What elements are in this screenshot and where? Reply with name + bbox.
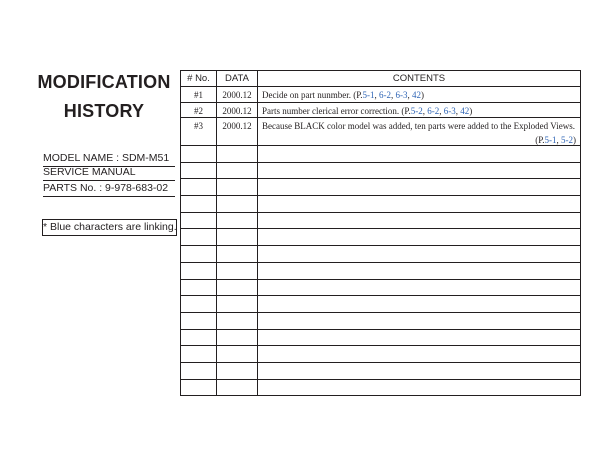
empty-cell [181,346,217,363]
empty-cell [258,296,581,313]
table-row-empty [181,329,581,346]
contents-second-line [262,135,576,145]
header-contents: CONTENTS [258,71,581,87]
page-link[interactable]: 42 [460,105,470,116]
empty-cell [217,279,258,296]
empty-cell [258,362,581,379]
table-row-empty [181,262,581,279]
empty-cell [181,146,217,163]
separator: , [390,90,396,100]
table-row [181,102,581,118]
empty-cell [217,346,258,363]
page-link[interactable]: 5-2 [410,105,423,116]
separator: , [439,105,444,116]
table-row-empty [181,179,581,196]
empty-cell [181,329,217,346]
empty-cell [181,279,217,296]
page-link[interactable]: 5-1 [544,135,557,145]
table-row-empty [181,279,581,296]
contents-text: Parts number clerical error correction. (P. [262,105,411,116]
page-link[interactable]: 6-2 [427,105,440,116]
page-link[interactable]: 42 [411,90,421,100]
empty-cell [258,146,581,163]
row-contents [258,102,581,118]
row-no: #2 [181,102,217,118]
empty-cell [217,329,258,346]
empty-cell [258,329,581,346]
page-link[interactable]: 6-3 [443,105,456,116]
empty-cell [217,229,258,246]
empty-cell [217,262,258,279]
row-date: 2000.12 [217,87,258,103]
header-data: DATA [217,71,258,87]
contents-suffix: ) [573,135,576,145]
row-date: 2000.12 [217,102,258,118]
row-no: #1 [181,87,217,103]
empty-cell [217,162,258,179]
table-row-empty [181,312,581,329]
empty-cell [181,196,217,213]
table-header-row [181,71,581,87]
empty-cell [181,362,217,379]
row-no: #3 [181,118,217,146]
empty-cell [258,379,581,396]
table-row-empty [181,362,581,379]
empty-cell [217,196,258,213]
row-contents [258,118,581,146]
table-row-empty [181,379,581,396]
table-row [181,118,581,146]
contents-prefix: (P. [535,135,545,145]
empty-cell [181,162,217,179]
empty-cell [181,379,217,396]
empty-cell [217,296,258,313]
empty-cell [181,312,217,329]
modification-table [180,70,581,396]
table-row-empty [181,212,581,229]
model-name: MODEL NAME : SDM-M51 [43,150,175,167]
table-row [181,87,581,103]
link-note: * Blue characters are linking. [42,219,177,236]
empty-cell [258,229,581,246]
separator: , [407,90,412,100]
separator: , [422,105,428,116]
table-row-empty [181,229,581,246]
table-row-empty [181,162,581,179]
empty-cell [217,212,258,229]
empty-cell [217,179,258,196]
separator: , [556,135,561,145]
table-row-empty [181,196,581,213]
separator: , [455,105,461,116]
empty-cell [258,312,581,329]
parts-number: PARTS No. : 9-978-683-02 [43,180,175,197]
page-title-line-2: HISTORY [63,101,145,121]
empty-cell [181,212,217,229]
empty-cell [181,246,217,263]
empty-cell [181,296,217,313]
empty-cell [258,162,581,179]
empty-cell [258,212,581,229]
page-link[interactable]: 6-3 [395,90,408,100]
empty-cell [181,229,217,246]
empty-cell [258,279,581,296]
empty-cell [217,146,258,163]
empty-cell [181,179,217,196]
empty-cell [258,346,581,363]
page-link[interactable]: 5-1 [362,90,375,100]
empty-cell [217,379,258,396]
table-row-empty [181,246,581,263]
separator: , [374,90,379,100]
empty-cell [258,196,581,213]
row-contents [258,87,581,103]
page-link[interactable]: 6-2 [378,90,391,100]
contents-suffix: ) [420,90,424,100]
empty-cell [258,246,581,263]
page-link[interactable]: 5-2 [561,135,573,145]
table-row-empty [181,296,581,313]
empty-cell [217,246,258,263]
table-row-empty [181,346,581,363]
row-date: 2000.12 [217,118,258,146]
page-title-line-1: MODIFICATION [37,72,171,92]
empty-cell [181,262,217,279]
empty-cell [258,179,581,196]
manual-type: SERVICE MANUAL [43,164,175,181]
table-row-empty [181,146,581,163]
empty-cell [217,312,258,329]
empty-cell [258,262,581,279]
contents-suffix: ) [469,105,473,116]
header-no: # No. [181,71,217,87]
contents-text: Decide on part nunmber. (P. [262,90,363,100]
empty-cell [217,362,258,379]
contents-text: Because BLACK color model was added, ten parts were added to the Exploded Views. [262,121,575,131]
